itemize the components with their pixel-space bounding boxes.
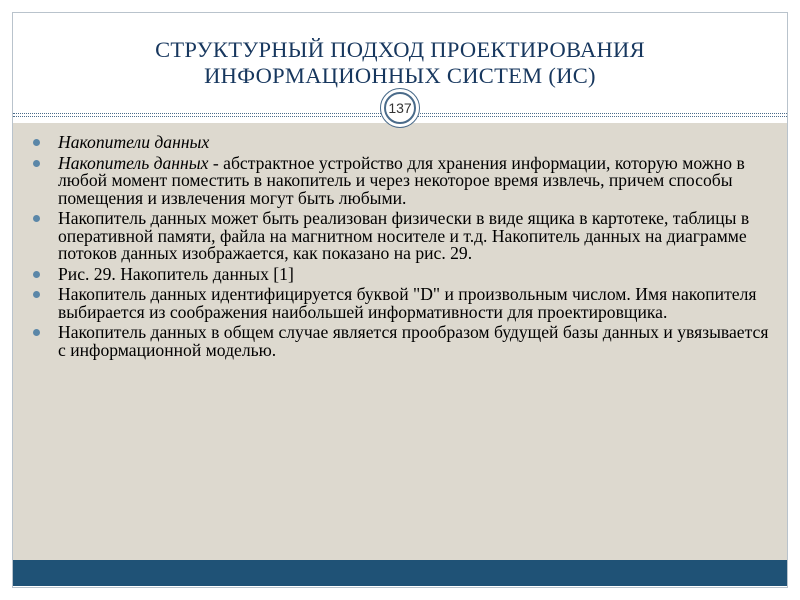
bullet-icon [33, 271, 40, 278]
item-italic: Накопитель данных [58, 152, 209, 173]
footer-bar [13, 560, 787, 586]
bullet-list [30, 134, 770, 362]
list-item [30, 152, 770, 208]
item-text: Накопитель данных в общем случае является прообразом будущей базы данных и увязывается с информационной моделью. [58, 322, 769, 360]
bullet-icon [33, 329, 40, 336]
item-italic: Накопители данных [58, 132, 210, 152]
list-item [30, 210, 770, 263]
item-text: - абстрактное устройство для хранения информации, которую можно в любой момент поместить в накопитель и через некоторое время извлечь, причем способы помещения и извлечения могут быть любыми. [58, 152, 745, 208]
page-number-badge [380, 88, 420, 128]
item-text: Накопитель данных может быть реализован физически в виде ящика в картотеке, таблицы в оперативной памяти, файла на магнитном носителе и т.д. Накопитель данных на диаграмме потоков данных изображается, как показано на рис. 29. [58, 208, 750, 263]
bullet-icon [33, 160, 40, 167]
bullet-icon [33, 215, 40, 222]
list-item [30, 324, 770, 359]
title-line-1: СТРУКТУРНЫЙ ПОДХОД ПРОЕКТИРОВАНИЯ [155, 37, 645, 62]
list-item [30, 134, 770, 152]
item-text: Рис. 29. Накопитель данных [1] [58, 263, 294, 284]
bullet-icon [33, 139, 40, 146]
list-item [30, 263, 770, 284]
list-item [30, 286, 770, 321]
bullet-icon [33, 291, 40, 298]
item-text: Накопитель данных идентифицируется буквой "D" и произвольным числом. Имя накопителя выбирается из соображения наибольшей информативности для проектировщика. [58, 284, 757, 322]
title-line-2: ИНФОРМАЦИОННЫХ СИСТЕМ (ИС) [204, 63, 596, 88]
page-number: 137 [384, 92, 416, 124]
